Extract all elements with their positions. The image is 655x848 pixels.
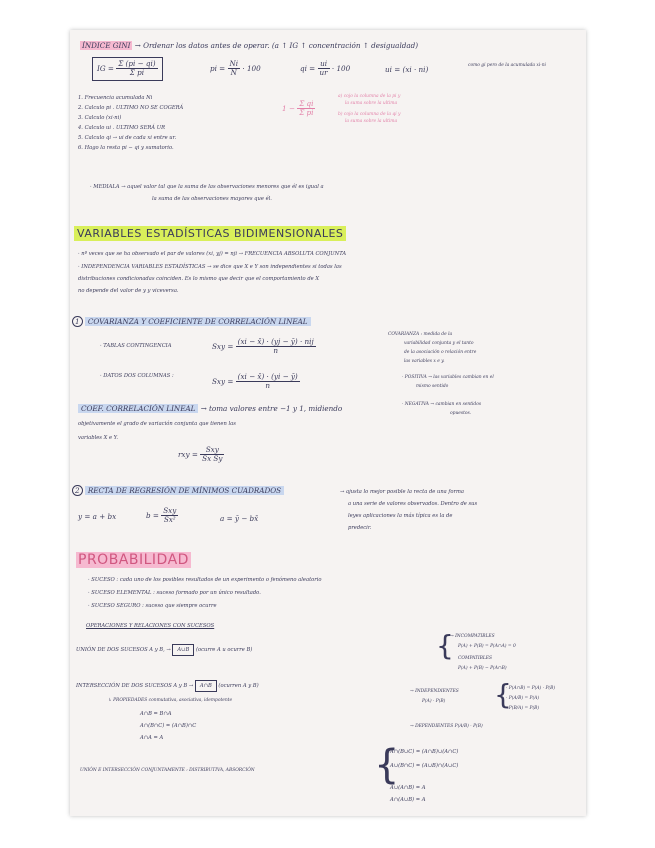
gini-title: ÍNDICE GINI	[82, 41, 131, 50]
distr-2: A∪(B∩C) = (A∪B)∩(A∪C)	[390, 763, 459, 769]
incompatibles-formula: P(A) + P(B) = P(A∩A) = 0	[458, 644, 516, 649]
cov-def-4: las variables x e y.	[404, 359, 445, 364]
gini-step: 3. Calculo (xi·ni)	[78, 115, 122, 121]
reg-title: RECTA DE REGRESIÓN DE MÍNIMOS CUADRADOS	[85, 486, 284, 495]
reg-a-formula: a = ȳ − bx̄	[220, 514, 259, 523]
pi-denominator: N	[230, 68, 237, 78]
cov-datos-numerator: (xi − x̄) · (yi − ȳ)	[237, 372, 298, 381]
gini-numerator: Σ (pi − qi)	[118, 59, 156, 68]
reg-b-lhs: b =	[146, 510, 159, 520]
reg-tail-2: a una serie de valores observados. Dentro de sus	[348, 501, 478, 507]
prob-suceso: · SUCESO : cada uno de los posibles resultados de un experimento o fenómeno aleatorio	[88, 577, 322, 583]
absor-2: A∩(A∪B) = A	[390, 797, 426, 803]
pi-tail: · 100	[242, 63, 261, 73]
prob-suceso-seguro: · SUCESO SEGURO : suceso que siempre ocurre	[88, 603, 217, 609]
indep-formula: P(A) · P(B)	[422, 699, 446, 704]
cov-tablas-formula	[212, 338, 316, 356]
corr-formula	[178, 446, 224, 464]
bivar-line-1: · nº veces que se ha observado el par de valores (xi, yj) = nji → FRECUENCIA ABSOLUTA CONJUNTA	[78, 251, 347, 257]
cov-datos-label: · DATOS DOS COLUMNAS :	[100, 373, 174, 379]
alt-note-a1: a) cojo la columna de la pi y	[338, 94, 401, 99]
cov-tablas-denominator: n	[273, 346, 278, 356]
reg-b-denominator: Sx²	[163, 515, 176, 525]
reg-number: 2	[72, 485, 83, 496]
compatibles-formula: P(A) + P(B) − P(A∩B)	[458, 666, 507, 671]
alt-denominator: Σ pi	[299, 108, 314, 118]
ops-title: OPERACIONES Y RELACIONES CON SUCESOS	[86, 623, 215, 629]
bivar-title-text: VARIABLES ESTADÍSTICAS BIDIMENSIONALES	[74, 226, 346, 241]
union-tail: (ocurre A u ocurre B)	[195, 647, 253, 653]
cov-tablas-numerator: (xi − x̄) · (yj − ȳ) · nij	[237, 337, 314, 346]
cov-tablas-lhs: Sxy =	[212, 341, 234, 351]
reg-tail-1: → ajusta lo mejor posible la recta de una forma	[340, 489, 464, 495]
cov-title: COVARIANZA Y COEFICIENTE DE CORRELACIÓN LINEAL	[85, 317, 311, 326]
prob-title	[76, 552, 191, 568]
prop-3: A∩A = A	[140, 735, 164, 741]
reg-b-formula	[146, 507, 178, 525]
corr-line-3: variables X e Y.	[78, 435, 119, 441]
cov-def-2: variabilidad conjunta y el tanto	[404, 341, 474, 346]
gini-intro: → Ordenar los datos antes de operar. (a ↑ IG ↑ concentración ↑ desigualdad)	[134, 41, 419, 50]
pi-formula	[210, 60, 261, 78]
qi-tail: · 100	[331, 63, 351, 73]
pi-label: pi =	[210, 63, 226, 73]
corr-denominator: Sx Sy	[202, 454, 223, 464]
alt-fraction	[297, 100, 315, 118]
corr-lhs: rxy =	[178, 449, 198, 459]
bivar-line-4: no depende del valor de y y viceversa.	[78, 288, 179, 294]
cov-datos-denominator: n	[265, 381, 271, 391]
reg-b-fraction	[161, 507, 178, 525]
qi-fraction	[318, 60, 330, 78]
indep-rule-2: · P(A/B) = P(A)	[506, 696, 540, 701]
union-line	[76, 648, 252, 654]
cov-pos-1: · POSITIVA → las variables cambian en el	[402, 375, 494, 380]
corr-line-1	[78, 405, 342, 413]
cov-datos-formula	[212, 373, 300, 391]
notebook-page	[70, 30, 586, 816]
qi-formula	[300, 60, 350, 78]
gini-header	[80, 42, 418, 50]
corr-numerator: Sxy	[200, 446, 224, 455]
mediala-line-2: la suma de las observaciones mayores que él.	[152, 196, 272, 202]
pi-fraction	[228, 60, 241, 78]
absor-1: A∪(A∩B) = A	[390, 785, 426, 791]
reg-header	[72, 487, 284, 495]
qi-label: qi =	[300, 63, 316, 73]
pi-numerator: Ni	[229, 59, 239, 68]
indep-label: → INDEPENDIENTES	[410, 689, 459, 694]
distr-brace: {	[374, 742, 400, 788]
ui-note: como gi pero de la acumulada xi·ni	[468, 63, 546, 68]
gini-step: 2. Calculo pi . ULTIMO NO SE COGERÁ	[78, 105, 184, 111]
compatibles-label: COMPATIBLES	[458, 656, 492, 661]
gini-formula-label: IG =	[97, 63, 114, 73]
cov-pos-2: mismo sentido	[416, 384, 449, 389]
gini-step: 6. Hago la resta pi − qi y sumatorio.	[78, 145, 174, 151]
prop-1: A∩B = B∩A	[140, 711, 172, 717]
gini-fraction	[116, 60, 157, 78]
gini-alt-formula	[282, 100, 315, 118]
prop-2: A∩(B∩C) = (A∩B)∩C	[140, 723, 197, 729]
cov-datos-fraction	[236, 373, 300, 391]
gini-denominator: Σ pi	[129, 68, 145, 78]
dep-line: → DEPENDIENTES P(A/B) · P(B)	[410, 724, 483, 729]
gini-step: 4. Calculo ui . ULTIMO SERÁ UR	[78, 125, 165, 131]
alt-prefix: 1 −	[282, 103, 295, 113]
cov-neg-1: · NEGATIVA → cambian en sentidos	[402, 402, 482, 407]
mediala-line-1: · MEDIALA → aquel valor tal que la suma de las observaciones menores que él es igual a	[90, 184, 324, 190]
reg-b-numerator: Sxy	[163, 506, 177, 515]
gini-step: 1. Frecuencia acumulada Ni	[78, 95, 153, 101]
gini-step: 5. Calculo qi → ui de cada xi entre ur.	[78, 135, 177, 141]
gini-formula	[92, 57, 163, 81]
qi-numerator: ui	[318, 60, 330, 69]
bivar-line-2: · INDEPENDENCIA VARIABLES ESTADÍSTICAS → se dice que X e Y son independientes si todas las	[78, 264, 342, 270]
props-line: ↳ PROPIEDADES conmutativa, asociativa, idempotente	[108, 698, 233, 703]
corr-fraction	[200, 446, 224, 464]
reg-tail-3: leyes aplicaciones la más típica es la de	[348, 513, 453, 519]
union-box: A∪B	[172, 644, 194, 656]
cov-def-3: de la asociación o relación entre	[404, 350, 477, 355]
cov-def-1: COVARIANZA : medida de la	[388, 332, 453, 337]
corr-line-2: objetivamente el grado de variación conjunta que tienen las	[78, 421, 236, 427]
alt-note-b1: b) cojo la columna de la qi y	[338, 112, 401, 117]
ui-formula: ui = (xi · ni)	[385, 65, 429, 74]
cov-header	[72, 318, 311, 326]
inter-line	[76, 684, 259, 690]
cov-datos-lhs: Sxy =	[212, 376, 234, 386]
indep-brace: {	[494, 678, 512, 711]
indep-rule-3: · P(B/A) = P(B)	[506, 706, 540, 711]
prob-suceso-elemental: · SUCESO ELEMENTAL : suceso formado por un único resultado.	[88, 590, 261, 596]
cov-tablas-fraction	[236, 338, 316, 356]
prob-title-text: PROBABILIDAD	[78, 552, 189, 568]
union-brace: {	[436, 629, 454, 662]
union-label: UNIÓN DE DOS SUCESOS A y B, →	[76, 647, 171, 653]
inter-box: A∩B	[195, 680, 217, 692]
indep-rule-1: · P(A∩B) = P(A) · P(B)	[506, 686, 556, 691]
distr-1: A∩(B∪C) = (A∩B)∪(A∩C)	[390, 749, 459, 755]
alt-numerator: Σ qi	[299, 99, 314, 108]
corr-title: COEF. CORRELACIÓN LINEAL	[78, 404, 198, 413]
bivar-line-3: distribuciones condicionadas coinciden. Es lo mismo que decir que el comportamiento de X	[78, 276, 320, 282]
cov-tablas-label: · TABLAS CONTINGENCIA	[100, 343, 172, 349]
cov-number: 1	[72, 316, 83, 327]
cov-neg-2: opuestos.	[450, 411, 472, 416]
inter-label: INTERSECCIÓN DE DOS SUCESOS A y B →	[76, 683, 194, 689]
reg-eq-line: y = a + bx	[78, 512, 117, 521]
incompatibles-label: → INCOMPATIBLES	[450, 634, 495, 639]
inter-tail: (ocurren A y B)	[218, 683, 259, 689]
alt-note-b2: la suma sobre la ultima	[345, 119, 398, 124]
reg-tail-4: predecir.	[348, 525, 372, 531]
corr-text-1: → toma valores entre −1 y 1, midiendo	[200, 404, 343, 413]
qi-denominator: ur	[319, 68, 328, 78]
distr-line: UNIÓN E INTERSECCIÓN CONJUNTAMENTE : DISTRIBUTIVA, ABSORCIÓN	[80, 768, 255, 773]
alt-note-a2: la suma sobre la ultima	[345, 101, 398, 106]
bivar-title	[74, 228, 346, 241]
